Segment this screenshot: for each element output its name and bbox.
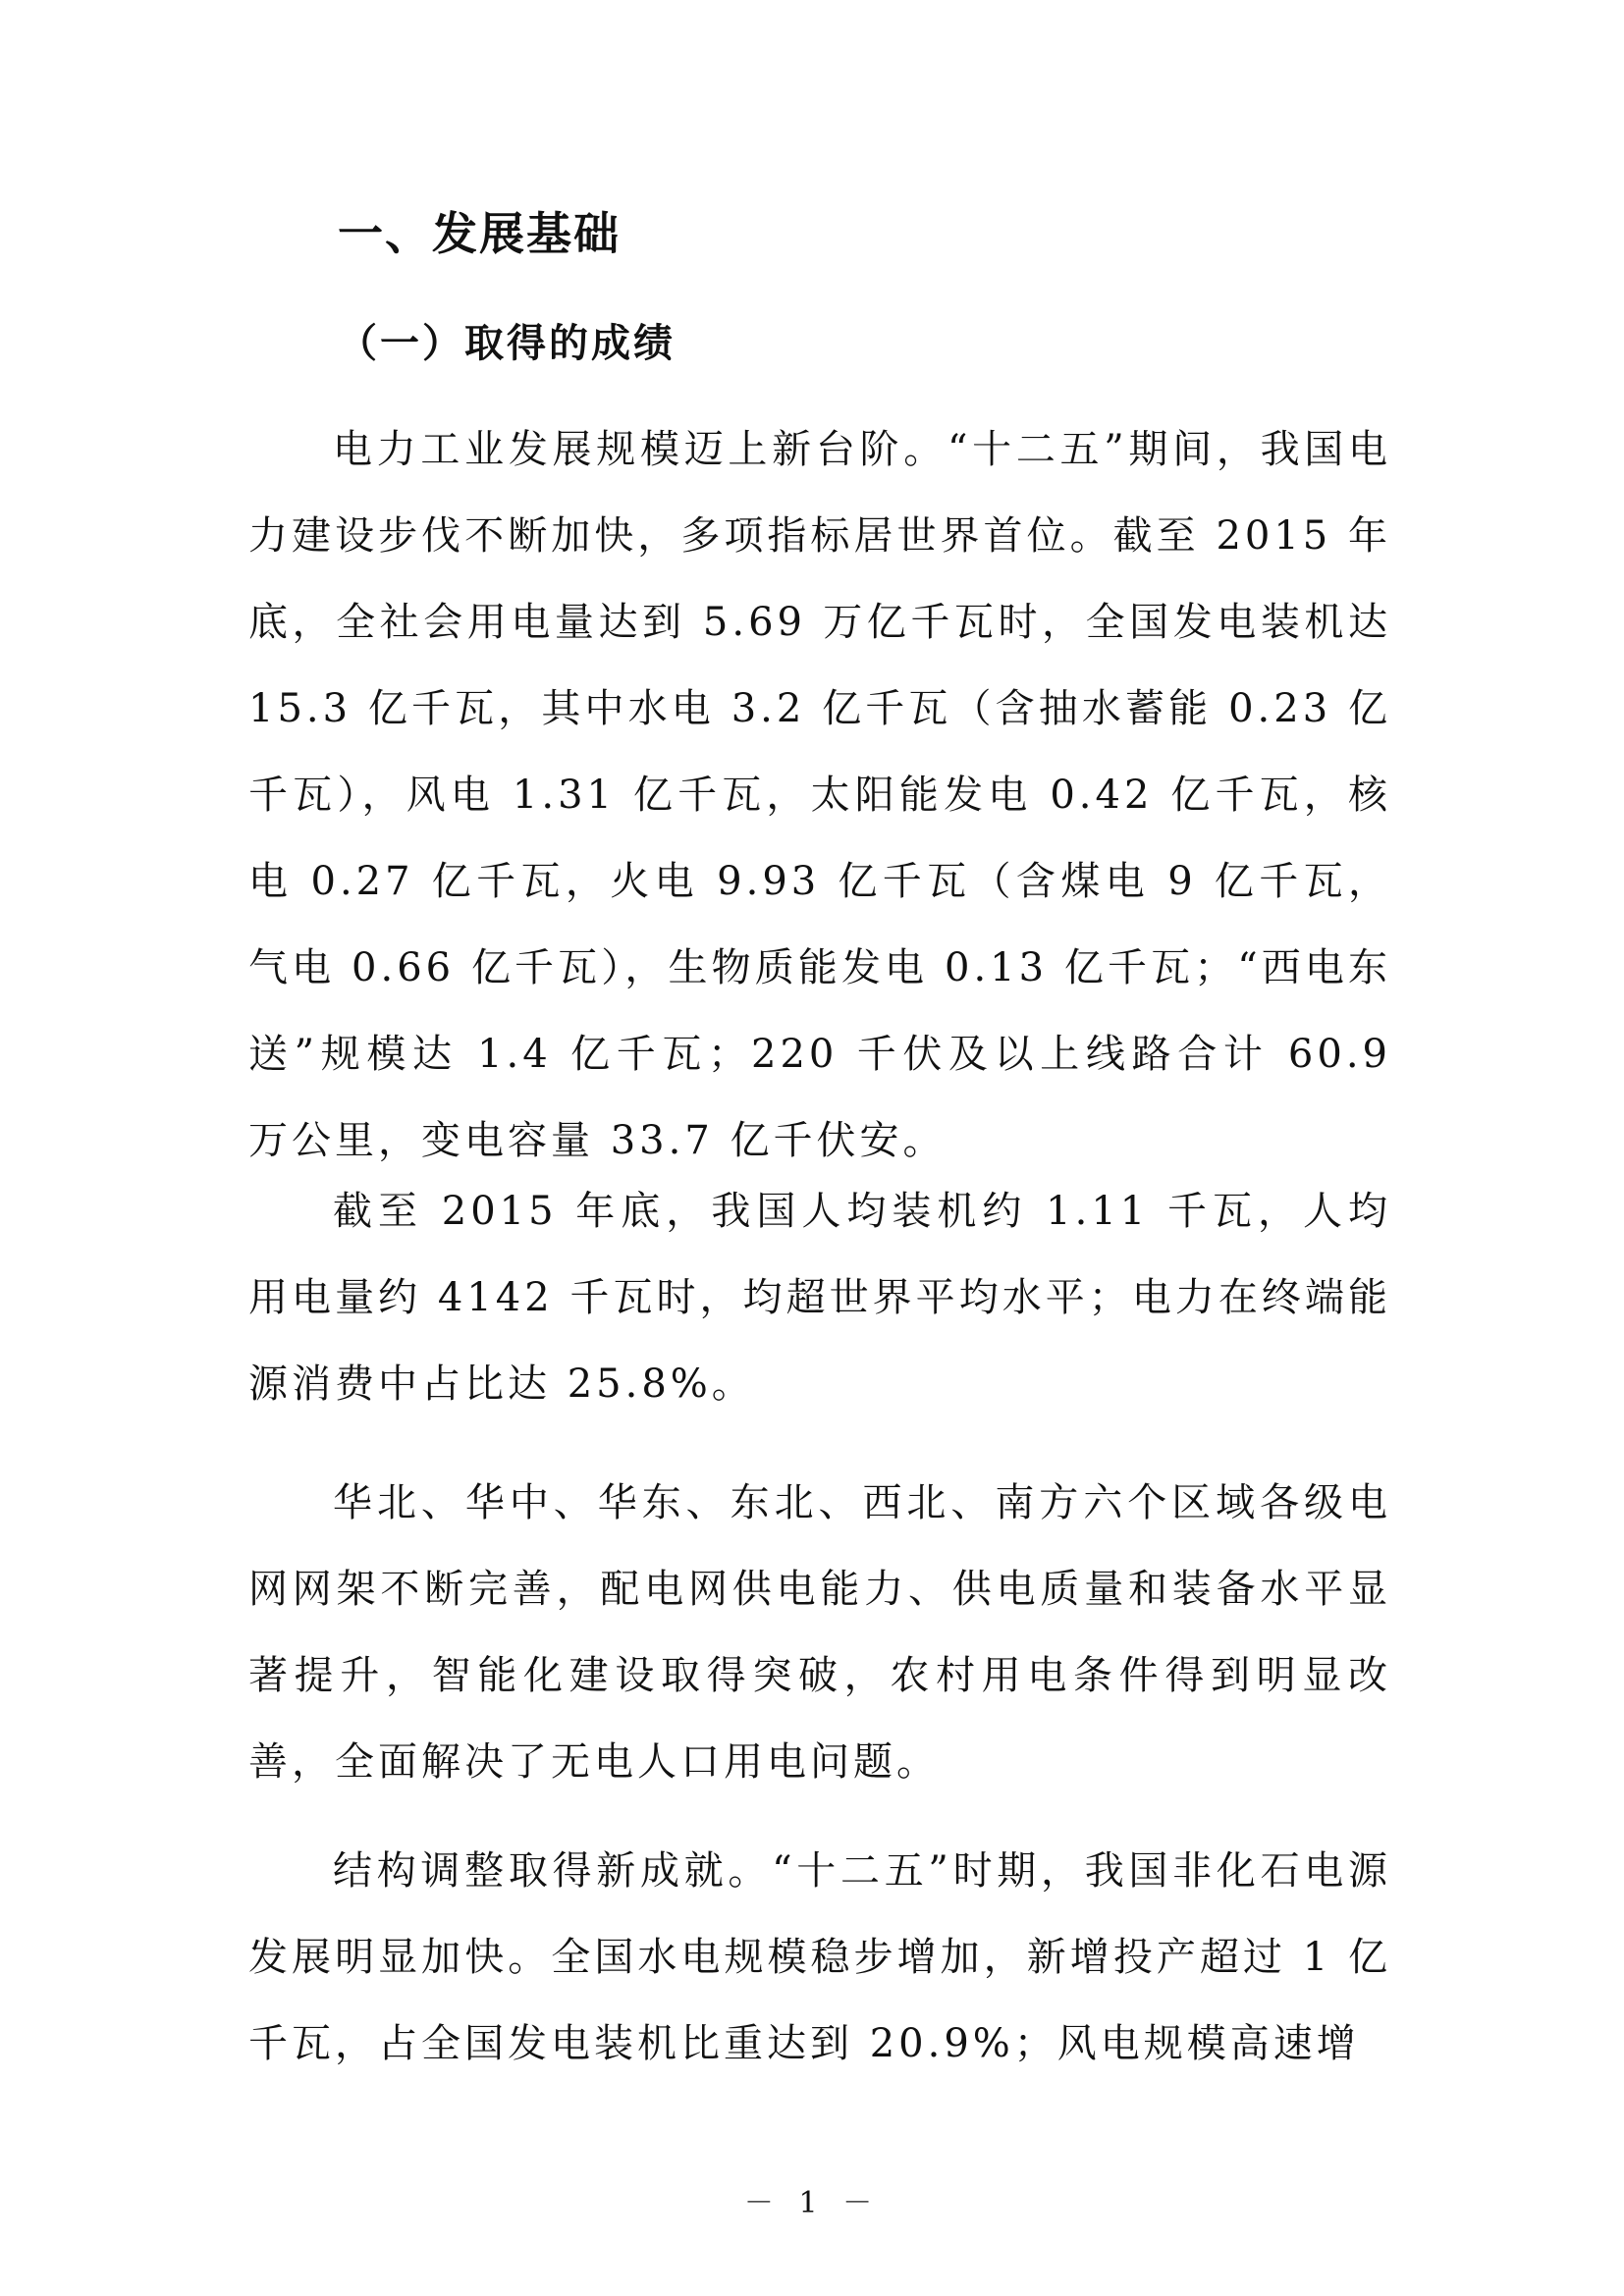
section-heading: 一、发展基础 bbox=[338, 207, 621, 260]
paragraph-per-capita: 截至 2015 年底，我国人均装机约 1.11 千瓦，人均用电量约 4142 千瓦时，均超世界平均水平；电力在终端能源消费中占比达 25.8%。 bbox=[248, 1189, 1391, 1407]
subsection-heading: （一）取得的成绩 bbox=[338, 320, 676, 366]
page-number: － 1 － bbox=[743, 2186, 881, 2220]
paragraph-regional-grid: 华北、华中、华东、东北、西北、南方六个区域各级电网网架不断完善，配电网供电能力、供电质量和装备水平显著提升，智能化建设取得突破，农村用电条件得到明显改善，全面解决了无电人口用电问题。 bbox=[248, 1480, 1391, 1785]
paragraph-power-scale: 电力工业发展规模迈上新台阶。“十二五”期间，我国电力建设步伐不断加快，多项指标居世界首位。截至 2015 年底，全社会用电量达到 5.69 万亿千瓦时，全国发电装机达 15.3 亿千瓦，其中水电 3.2 亿千瓦（含抽水蓄能 0.23 亿千瓦），风电 1.31 亿千瓦，太阳能发电 0.42 亿千瓦，核电 0.27 亿千瓦，火电 9.93 亿千瓦（含煤电 9 亿千瓦，气电 0.66 亿千瓦），生物质能发电 0.13 亿千瓦；“西电东送”规模达 1.4 亿千瓦；220 千伏及以上线路合计 60.9 万公里，变电容量 33.7 亿千伏安。 bbox=[248, 427, 1391, 1163]
paragraph-structure-adjustment: 结构调整取得新成就。“十二五”时期，我国非化石电源发展明显加快。全国水电规模稳步增加，新增投产超过 1 亿千瓦，占全国发电装机比重达到 20.9%；风电规模高速增 bbox=[248, 1848, 1391, 2066]
